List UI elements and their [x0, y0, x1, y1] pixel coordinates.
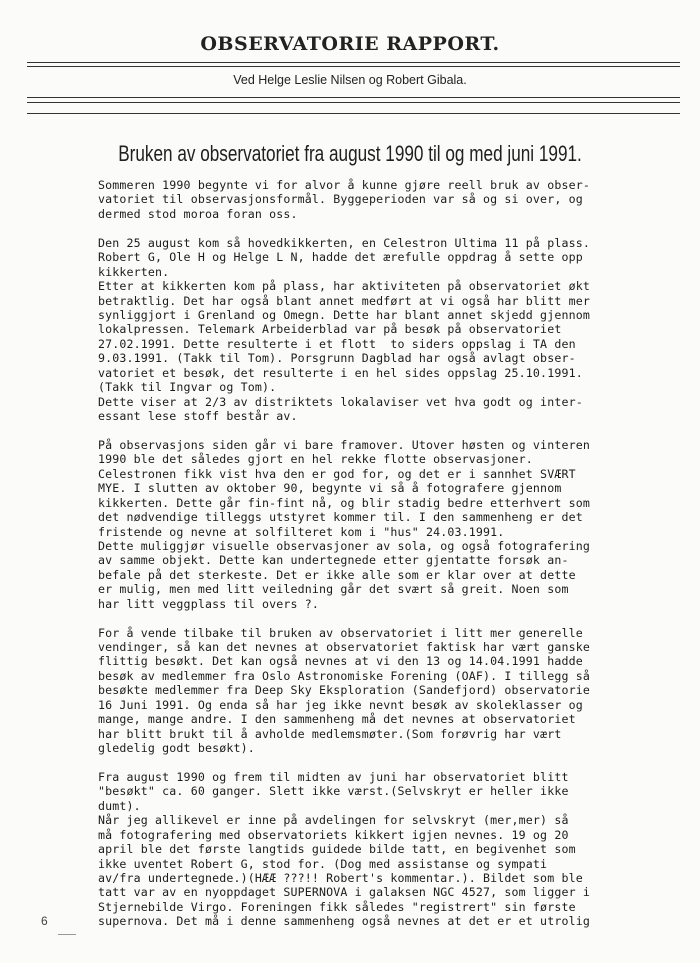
- text-line: Stjernebilde Virgo. Foreningen fikk således "registrert" sin første: [98, 899, 576, 914]
- text-line: dermed stod moroa foran oss.: [98, 206, 298, 221]
- header-rule-bottom-thin: [27, 113, 680, 114]
- text-line: Dette viser at 2/3 av distriktets lokalaviser vet hva godt og inter-: [98, 394, 583, 409]
- text-line: har blitt brukt til å avholde medlemsmøter.(Som forøvrig har vært: [98, 726, 562, 741]
- text-line: av samme objekt. Dette kan undertegnede etter gjentatte forsøk an-: [98, 553, 569, 568]
- header-rule-top: [27, 62, 680, 63]
- text-line: For å vende tilbake til bruken av observatoriet i litt mer generelle: [98, 625, 583, 640]
- text-line: Etter at kikkerten kom på plass, har aktiviteten på observatoriet økt: [98, 279, 590, 294]
- text-line: har litt veggplass til overs ?.: [98, 596, 320, 611]
- text-line: Robert G, Ole H og Helge L N, hadde det ærefulle oppdrag å sette opp: [98, 250, 583, 265]
- text-line: Når jeg allikevel er inne på avdelingen for selvskryt (mer,mer) så: [98, 813, 569, 828]
- text-line: 27.02.1991. Dette resulterte i et flott to siders oppslag i TA den: [98, 336, 576, 351]
- article-paragraph: [98, 770, 678, 929]
- article-paragraph: [98, 438, 678, 611]
- text-line: På observasjons siden går vi bare framover. Utover høsten og vinteren: [98, 437, 590, 452]
- text-line: fristende og nevne at solfilteret kom i "hus" 24.03.1991.: [98, 524, 505, 539]
- text-line: synliggjort i Grenland og Omegn. Dette har blant annet skjedd gjennom: [98, 307, 590, 322]
- article-paragraph: [98, 178, 678, 221]
- text-line: (Takk til Ingvar og Tom).: [98, 380, 277, 395]
- text-line: lokalpressen. Telemark Arbeiderblad var på besøk på observatoriet: [98, 322, 562, 337]
- text-line: Celestronen fikk vist hva den er god for, og det er i sannhet SVÆRT: [98, 466, 576, 481]
- text-line: april ble det første langtids guidede bilde tatt, en begivenhet som: [98, 842, 576, 857]
- footer-rule: [58, 934, 76, 935]
- text-line: besøkte medlemmer fra Deep Sky Eksploration (Sandefjord) observatorie: [98, 683, 590, 698]
- text-line: betraktlig. Det har også blant annet medført at vi også har blitt mer: [98, 293, 590, 308]
- text-line: 16 Juni 1991. Og enda så har jeg ikke nevnt besøk av skoleklasser og: [98, 697, 583, 712]
- text-line: tatt var av en nyoppdaget SUPERNOVA i galaksen NGC 4527, som ligger i: [98, 885, 590, 900]
- report-title: OBSERVATORIE RAPPORT.: [200, 33, 500, 55]
- article-body: [98, 178, 678, 943]
- header-rule-bottom-2: [27, 102, 680, 103]
- page-number: 6: [41, 914, 48, 928]
- text-line: dumt).: [98, 798, 141, 813]
- text-line: vatoriet til observasjonsformål. Byggeperioden var så og si over, og: [98, 192, 583, 207]
- text-line: besøk av medlemmer fra Oslo Astronomiske Forening (OAF). I tillegg så: [98, 668, 590, 683]
- authors-line: Ved Helge Leslie Nilsen og Robert Gibala.: [233, 73, 467, 87]
- text-line: ikke uventet Robert G, stod for. (Dog med assistanse og sympati: [98, 856, 548, 871]
- text-line: Dette muliggjør visuelle observasjoner av sola, og også fotografering: [98, 538, 590, 553]
- text-line: vatoriet et besøk, det resulterte i en hel sides oppslag 25.10.1991.: [98, 365, 583, 380]
- text-line: "besøkt" ca. 60 ganger. Slett ikke værst.(Selvskryt er heller ikke: [98, 784, 569, 799]
- header-rule-top-thin: [27, 66, 680, 67]
- text-line: essant lese stoff består av.: [98, 409, 298, 423]
- text-line: MYE. I slutten av oktober 90, begynte vi så å fotografere gjennom: [98, 481, 562, 496]
- text-line: supernova. Det må i denne sammenheng også nevnes at det er et utrolig: [98, 914, 590, 929]
- text-line: det nødvendige tilleggs utstyret kommer til. I den sammenheng er det: [98, 510, 583, 525]
- text-line: befale på det sterkeste. Det er ikke alle som er klar over at dette: [98, 567, 576, 582]
- text-line: Den 25 august kom så hovedkikkerten, en Celestron Ultima 11 på plass.: [98, 235, 590, 250]
- text-line: vendinger, så kan det nevnes at observatoriet faktisk har vært ganske: [98, 640, 590, 654]
- text-line: kikkerten. Dette går fin-fint nå, og blir stadig bedre etterhvert som: [98, 495, 590, 510]
- text-line: 1990 ble det således gjort en hel rekke flotte observasjoner.: [98, 452, 533, 467]
- text-line: Fra august 1990 og frem til midten av juni har observatoriet blitt: [98, 769, 569, 784]
- text-line: av/fra undertegnede.)(HÆÆ ???!! Robert's kommentar.). Bildet som ble: [98, 871, 583, 885]
- text-line: flittig besøkt. Det kan også nevnes at vi den 13 og 14.04.1991 hadde: [98, 654, 583, 669]
- text-line: må fotografering med observatoriets kikkert igjen nevnes. 19 og 20: [98, 827, 569, 842]
- text-line: gledelig godt besøkt).: [98, 741, 255, 756]
- text-line: 9.03.1991. (Takk til Tom). Porsgrunn Dagblad har også avlagt obser-: [98, 351, 576, 366]
- article-paragraph: [98, 626, 678, 756]
- article-heading: Bruken av observatoriet fra august 1990 til og med juni 1991.: [118, 141, 582, 166]
- text-line: er mulig, men med litt veiledning går det svært så greit. Noen som: [98, 582, 569, 597]
- article-paragraph: [98, 236, 678, 424]
- text-line: mange, mange andre. I den sammenheng må det nevnes at observatoriet: [98, 712, 576, 727]
- text-line: kikkerten.: [98, 264, 170, 279]
- header-rule-bottom: [27, 97, 680, 98]
- text-line: Sommeren 1990 begynte vi for alvor å kunne gjøre reell bruk av obser-: [98, 178, 590, 192]
